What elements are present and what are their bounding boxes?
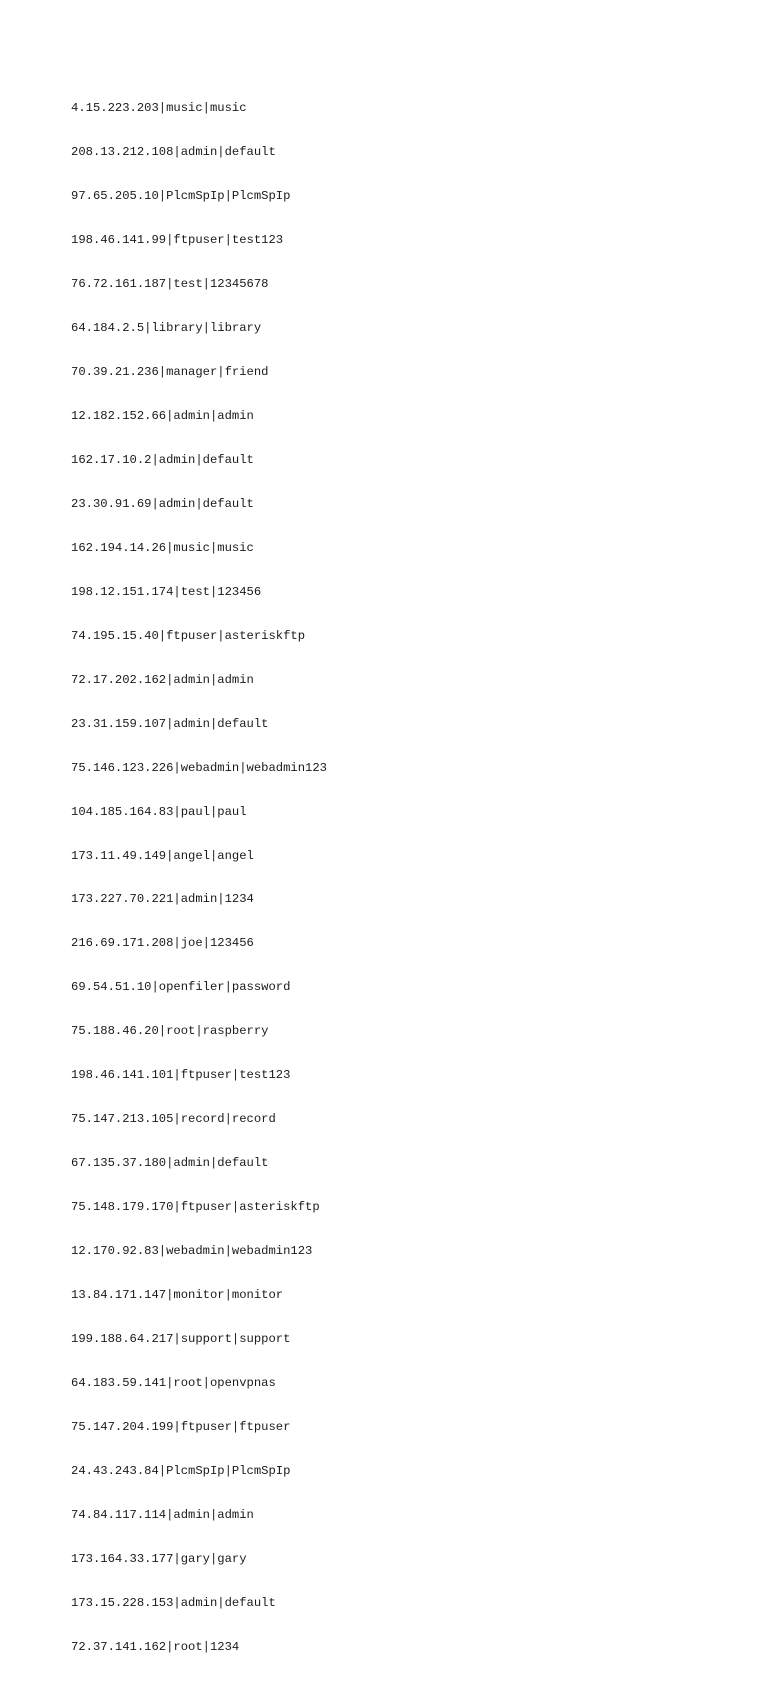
text-line: 12.182.152.66|admin|admin: [71, 408, 254, 423]
text-line: 97.65.205.10|PlcmSpIp|PlcmSpIp: [71, 189, 291, 204]
text-line: 216.69.171.208|joe|123456: [71, 936, 254, 951]
text-line: 75.146.123.226|webadmin|webadmin123: [71, 760, 327, 775]
text-line: 198.46.141.101|ftpuser|test123: [71, 1068, 291, 1083]
text-line: 173.164.33.177|gary|gary: [71, 1551, 247, 1566]
text-line: 173.11.49.149|angel|angel: [71, 848, 254, 863]
text-line: 199.188.64.217|support|support: [71, 1332, 291, 1346]
text-line: 70.39.21.236|manager|friend: [71, 365, 269, 380]
text-line: 24.43.243.84|PlcmSpIp|PlcmSpIp: [71, 1463, 291, 1478]
text-line: 162.17.10.2|admin|default: [71, 452, 254, 467]
text-line: 173.227.70.221|admin|1234: [71, 892, 254, 907]
text-line: 74.195.15.40|ftpuser|asteriskftp: [71, 628, 306, 643]
text-line: 76.72.161.187|test|12345678: [71, 277, 269, 292]
text-line: 162.194.14.26|music|music: [71, 540, 254, 555]
text-line: 64.184.2.5|library|library: [71, 321, 262, 336]
text-lines: [71, 72, 327, 1684]
text-line: 75.147.213.105|record|record: [71, 1112, 276, 1127]
text-line: 75.188.46.20|root|raspberry: [71, 1024, 269, 1039]
text-line: 72.37.141.162|root|1234: [71, 1639, 240, 1654]
text-line: 67.135.37.180|admin|default: [71, 1156, 269, 1171]
text-line: 75.148.179.170|ftpuser|asteriskftp: [71, 1200, 320, 1215]
text-line: 64.183.59.141|root|openvpnas: [71, 1375, 276, 1390]
text-line: 13.84.171.147|monitor|monitor: [71, 1288, 284, 1303]
text-line: 198.46.141.99|ftpuser|test123: [71, 233, 284, 248]
text-line: 104.185.164.83|paul|paul: [71, 804, 247, 819]
text-line: 72.17.202.162|admin|admin: [71, 672, 254, 687]
text-line: 173.15.228.153|admin|default: [71, 1595, 276, 1610]
text-line: 75.147.204.199|ftpuser|ftpuser: [71, 1419, 291, 1434]
text-line: 12.170.92.83|webadmin|webadmin123: [71, 1244, 313, 1259]
text-line: 208.13.212.108|admin|default: [71, 145, 276, 160]
text-line: 4.15.223.203|music|music: [71, 101, 247, 116]
text-line: 23.30.91.69|admin|default: [71, 496, 254, 511]
text-line: 69.54.51.10|openfiler|password: [71, 980, 291, 995]
text-line: 23.31.159.107|admin|default: [71, 716, 269, 731]
text-line: 74.84.117.114|admin|admin: [71, 1507, 254, 1522]
text-line: 198.12.151.174|test|123456: [71, 584, 262, 599]
